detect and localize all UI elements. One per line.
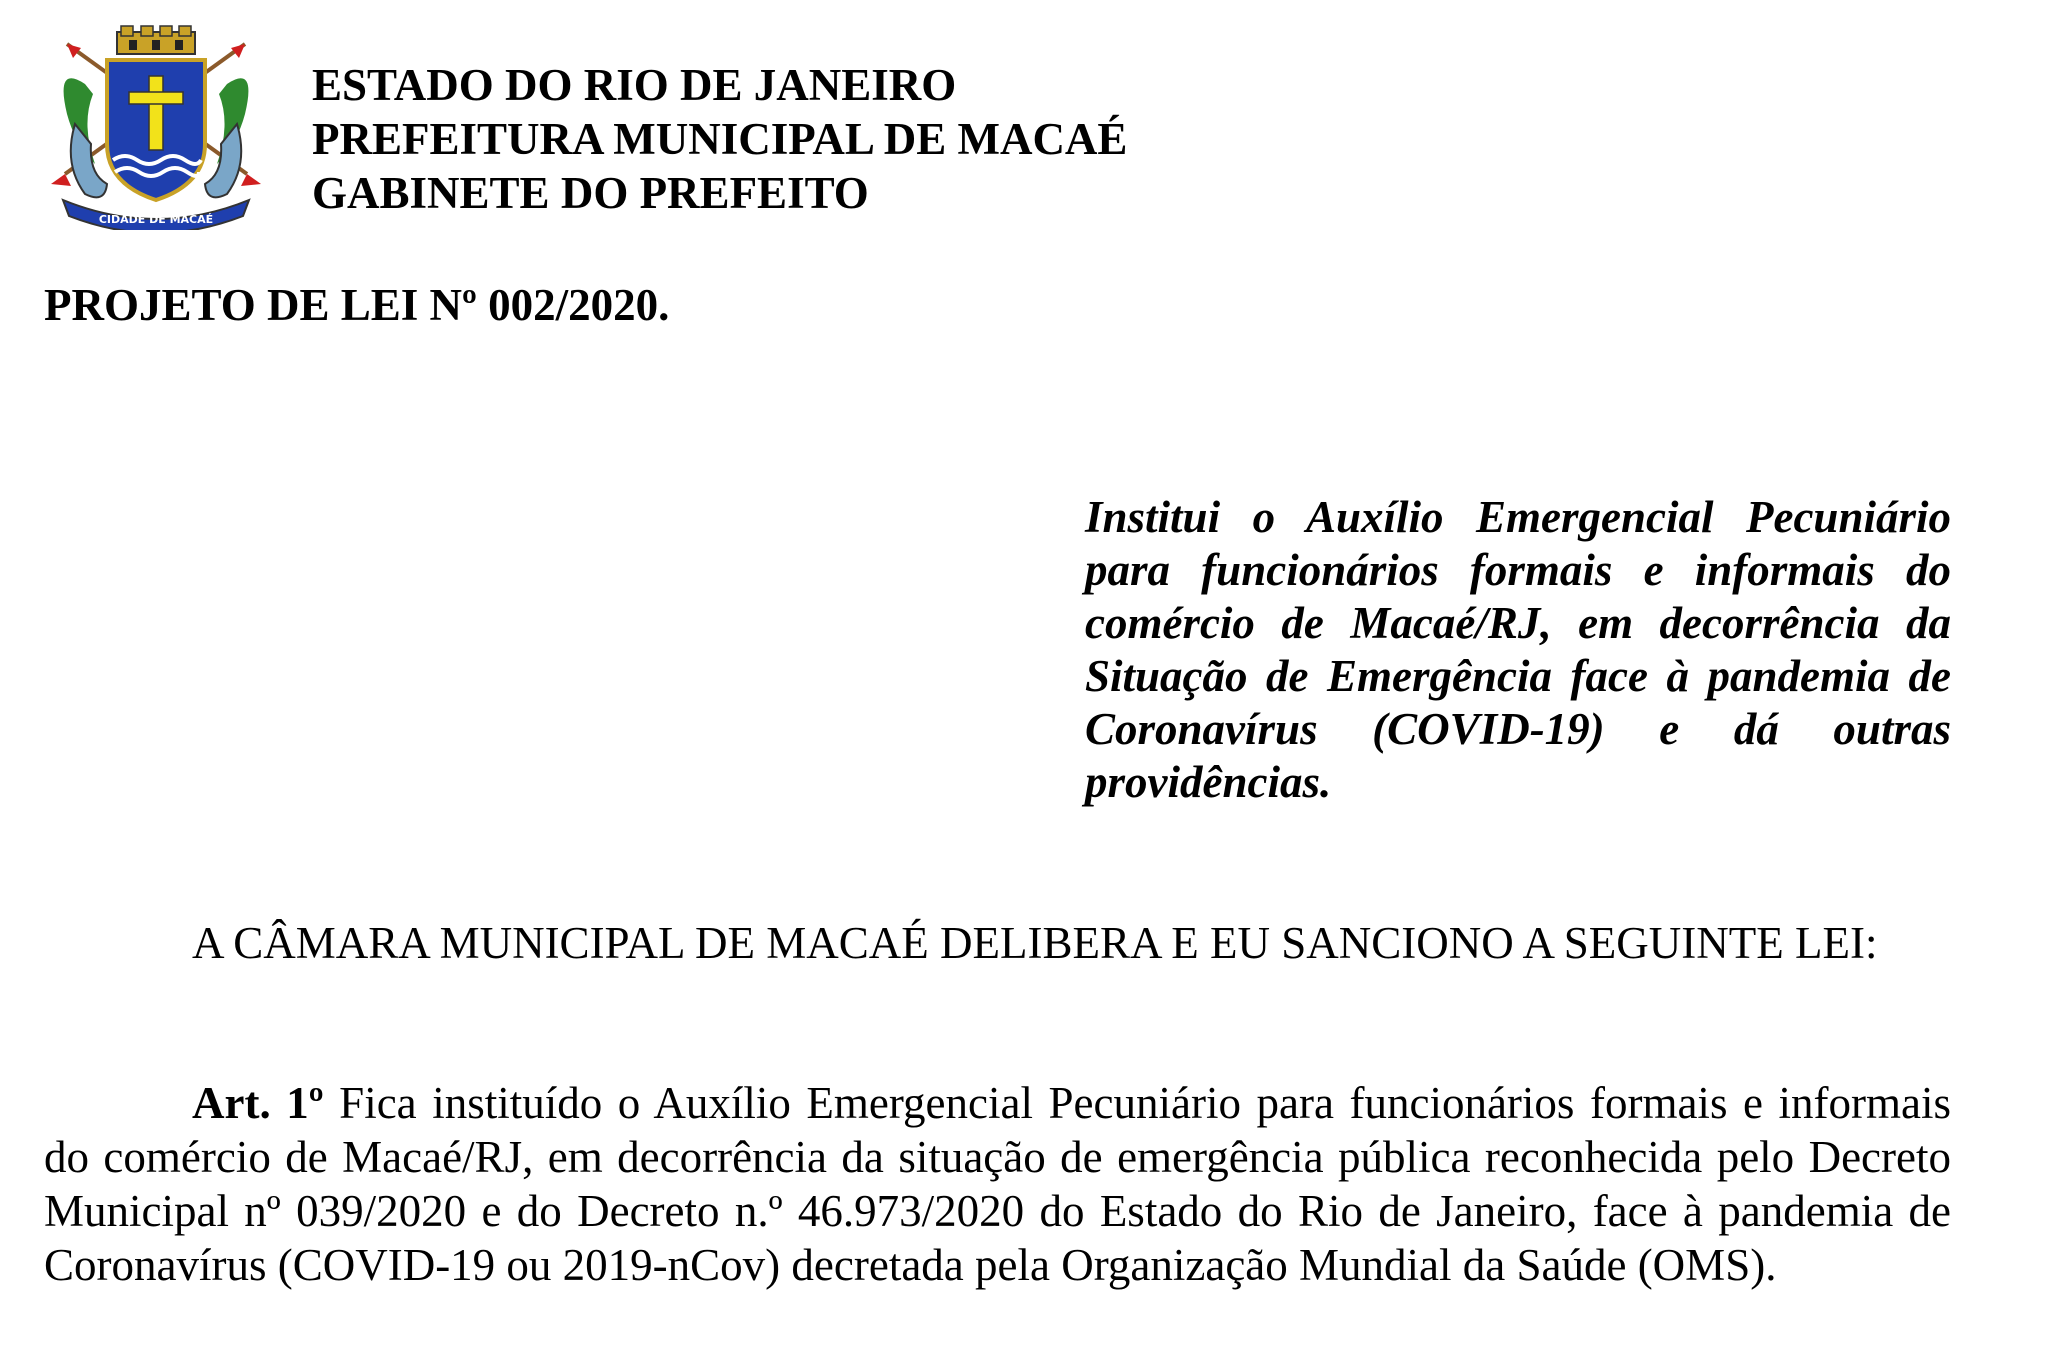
crest-motto: CIDADE DE MACAÉ: [98, 213, 214, 226]
bill-number: PROJETO DE LEI Nº 002/2020.: [44, 280, 670, 330]
document-header: [312, 58, 1127, 220]
header-office: GABINETE DO PREFEITO: [312, 168, 869, 218]
article-1: [44, 1076, 1951, 1292]
bill-summary: Institui o Auxílio Emergencial Pecuniário para funcionários formais e informais do comércio de Macaé/RJ, em decorrência da Situação de Emergência face à pandemia de Coronavírus (COVID-19) e dá outras providências.: [1085, 492, 1951, 807]
header-state: ESTADO DO RIO DE JANEIRO: [312, 60, 957, 110]
article-1-text: Fica instituído o Auxílio Emergencial Pecuniário para funcionários formais e informais do comércio de Macaé/RJ, em decorrência da situação de emergência pública reconhecida pelo Decreto Municipal nº 039/2020 e do Decreto n.º 46.973/2020 do Estado do Rio de Janeiro, face à pandemia de Coronavírus (COVID-19 ou 2019-nCov) decretada pela Organização Mundial da Saúde (OMS).: [44, 1078, 1951, 1290]
header-prefecture: PREFEITURA MUNICIPAL DE MACAÉ: [312, 114, 1128, 164]
article-1-label: Art. 1º: [192, 1078, 324, 1128]
enacting-clause: A CÂMARA MUNICIPAL DE MACAÉ DELIBERA E EU SANCIONO A SEGUINTE LEI:: [192, 918, 1878, 968]
coat-of-arms-icon: [45, 24, 267, 230]
